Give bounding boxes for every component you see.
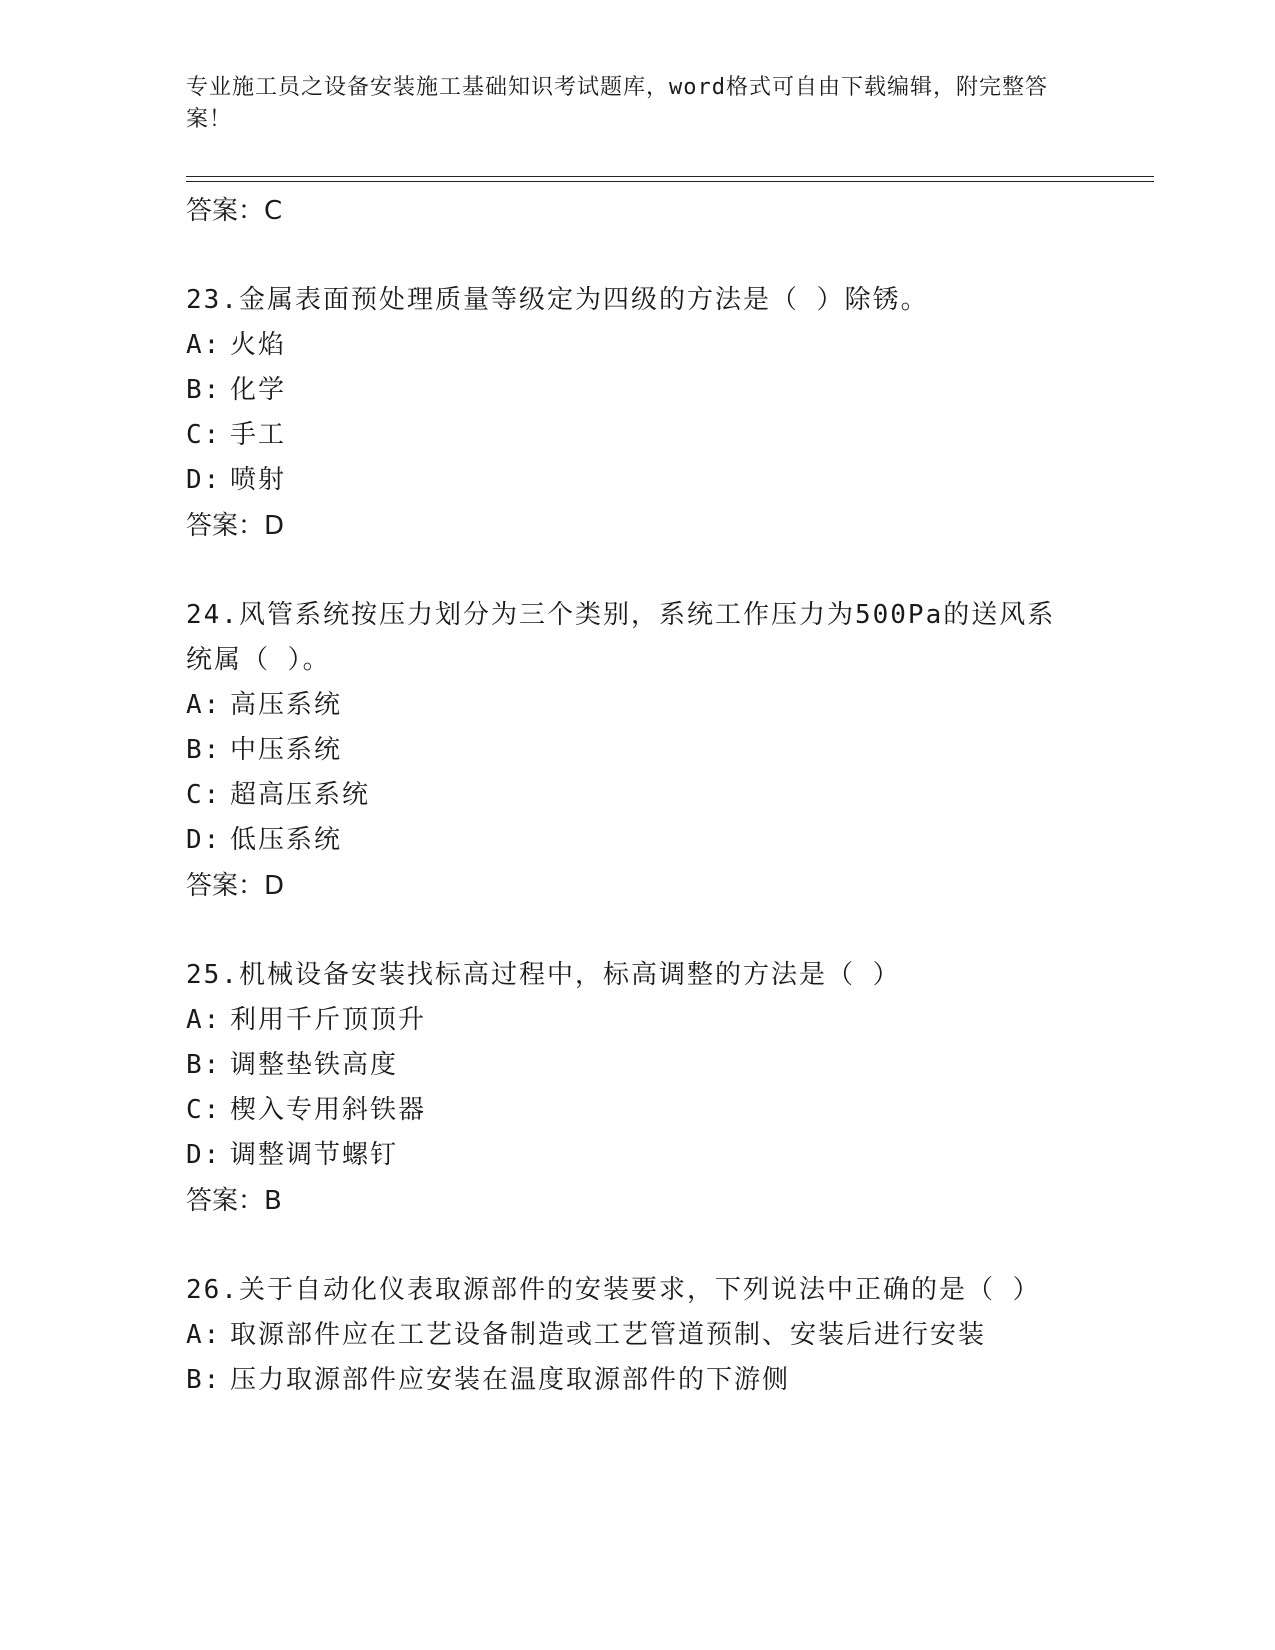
- option-letter: B:: [186, 1050, 222, 1080]
- option-b: [186, 728, 1146, 773]
- option-letter: D:: [186, 1140, 222, 1170]
- option-text: 调整垫铁高度: [230, 1050, 399, 1080]
- option-text: 利用千斤顶顶升: [230, 1005, 427, 1035]
- option-letter: A:: [186, 690, 222, 720]
- question-23: [186, 278, 1146, 549]
- option-c: [186, 1088, 1146, 1133]
- option-a: [186, 998, 1146, 1043]
- option-b: [186, 1358, 1146, 1403]
- option-d: [186, 458, 1146, 503]
- option-letter: A:: [186, 1320, 222, 1350]
- option-letter: D:: [186, 825, 222, 855]
- question-24: [186, 593, 1146, 909]
- option-text: 低压系统: [230, 825, 343, 855]
- option-text: 调整调节螺钉: [230, 1140, 399, 1170]
- option-text: 喷射: [230, 465, 287, 495]
- option-text: 中压系统: [230, 735, 343, 765]
- option-letter: B:: [186, 735, 222, 765]
- option-letter: B:: [186, 1365, 222, 1395]
- option-text: 压力取源部件应安装在温度取源部件的下游侧: [230, 1365, 791, 1395]
- option-text: 楔入专用斜铁器: [230, 1095, 427, 1125]
- option-text: 火焰: [230, 330, 287, 360]
- option-letter: A:: [186, 330, 222, 360]
- option-text: 高压系统: [230, 690, 343, 720]
- option-letter: C:: [186, 780, 222, 810]
- header-divider-bottom: [186, 181, 1154, 182]
- option-b: [186, 368, 1146, 413]
- option-letter: C:: [186, 420, 222, 450]
- option-text: 手工: [230, 420, 287, 450]
- option-c: [186, 413, 1146, 458]
- option-d: [186, 818, 1146, 863]
- option-letter: C:: [186, 1095, 222, 1125]
- option-a: [186, 1313, 1146, 1358]
- option-text: 超高压系统: [230, 780, 371, 810]
- option-text: 取源部件应在工艺设备制造或工艺管道预制、安装后进行安装: [230, 1320, 987, 1350]
- document-header: 专业施工员之设备安装施工基础知识考试题库，word格式可自由下载编辑，附完整答案！: [186, 75, 1048, 132]
- question-25: [186, 953, 1146, 1224]
- question-stem: 24.风管系统按压力划分为三个类别，系统工作压力为500Pa的送风系统属（ ）。: [186, 600, 1056, 675]
- option-text: 化学: [230, 375, 287, 405]
- option-letter: D:: [186, 465, 222, 495]
- question-stem: 23.金属表面预处理质量等级定为四级的方法是（ ）除锈。: [186, 285, 929, 315]
- question-stem: 26.关于自动化仪表取源部件的安装要求，下列说法中正确的是（ ）: [186, 1275, 1041, 1305]
- option-letter: B:: [186, 375, 222, 405]
- question-26: [186, 1268, 1146, 1403]
- option-d: [186, 1133, 1146, 1178]
- option-a: [186, 683, 1146, 728]
- option-a: [186, 323, 1146, 368]
- option-b: [186, 1043, 1146, 1088]
- answer-line: 答案：D: [186, 511, 285, 541]
- question-list: [186, 188, 1146, 1403]
- answer-line: 答案：B: [186, 1186, 282, 1216]
- question-stem: 25.机械设备安装找标高过程中，标高调整的方法是（ ）: [186, 960, 901, 990]
- answer-line: 答案：D: [186, 871, 285, 901]
- previous-answer: 答案：C: [186, 196, 283, 226]
- option-c: [186, 773, 1146, 818]
- option-letter: A:: [186, 1005, 222, 1035]
- header-divider-top: [186, 176, 1154, 177]
